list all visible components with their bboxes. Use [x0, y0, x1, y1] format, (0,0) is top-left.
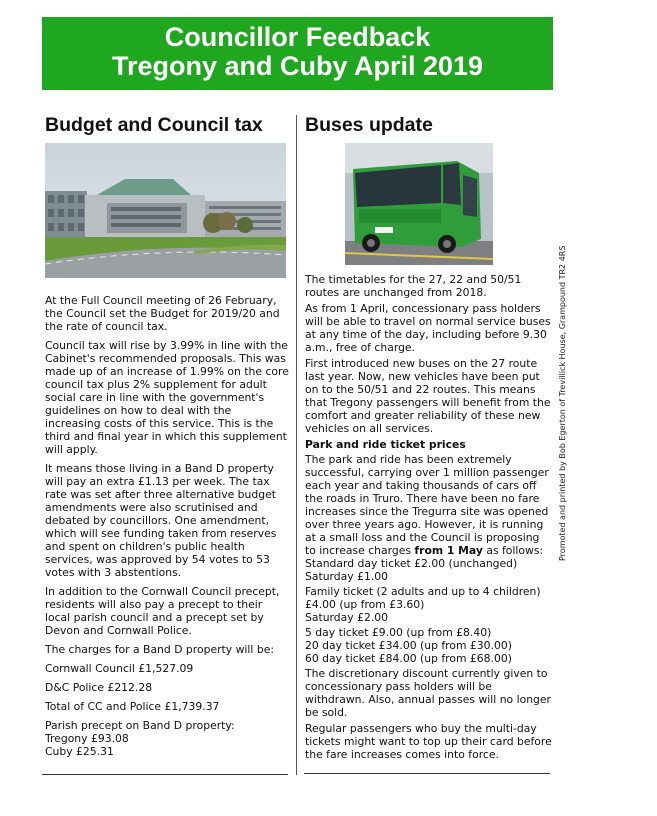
budget-heading: Budget and Council tax [45, 114, 263, 136]
budget-paragraph: In addition to the Cornwall Council precept, residents will also pay a precept to their local parish council and a precept set by Devon and Cornwall Police. [45, 585, 280, 637]
parish-line: Tregony £93.08 [45, 732, 129, 745]
budget-paragraph: At the Full Council meeting of 26 February, the Council set the Budget for 2019/20 and the rate of council tax. [45, 294, 280, 333]
banner-subtitle: Tregony and Cuby April 2019 [111, 51, 484, 81]
imprint-text: Promoted and printed by Bob Egerton of Trevillick House, Grampound TR2 4RS [558, 245, 567, 561]
buses-paragraph: Regular passengers who buy the multi-day tickets might want to top up their card before the fare increases comes into force. [305, 722, 552, 761]
banner-title: Councillor Feedback [164, 22, 431, 52]
park-ride-text: The park and ride has been extremely successful, carrying over 1 million passenger each year and taking thousands of cars off the roads in Truro. There have been no fare increases since the Tregurra site was opened over three years ago. However, it is running at a small loss and the Council is proposing to increase charges [305, 453, 549, 557]
parish-heading: Parish precept on Band D property: [45, 719, 235, 732]
budget-paragraph: Council tax will rise by 3.99% in line with the Cabinet's recommended proposals. This was made up of an increase of 1.99% on the core council tax plus 2% supplement for adult social care in line with the government's guidelines on how to deal with the increasing costs of this service. This is the third and final year in which this supplement will apply. [45, 339, 289, 456]
buses-paragraph: As from 1 April, concessionary pass holders will be able to travel on normal service buses at any time of the day, including before 9.30 a.m., free of charge. [305, 302, 551, 354]
buses-column [305, 113, 553, 761]
ticket-price: Standard day ticket £2.00 (unchanged) [305, 557, 518, 570]
charge-line: Total of CC and Police £1,739.37 [45, 700, 220, 713]
parish-line: Cuby £25.31 [45, 745, 114, 758]
buses-paragraph [305, 453, 553, 557]
budget-paragraph: It means those living in a Band D property will pay an extra £1.13 per week. The tax rate was set after three alternative budget amendments were also scrutinised and debated by councillors. One amendment, which will see funding taken from reserves and spent on children's public health services, was approved by 54 votes to 53 votes with 3 abstentions. [45, 462, 277, 579]
budget-column [45, 113, 289, 758]
ticket-price: 5 day ticket £9.00 (up from £8.40) [305, 626, 492, 639]
council-building-photo [45, 143, 286, 278]
bus-photo [345, 143, 493, 265]
park-ride-tail: as follows: [482, 544, 544, 557]
buses-heading: Buses update [305, 114, 433, 136]
footer-rule-left [42, 774, 288, 775]
footer-rule-right [304, 773, 550, 774]
buses-paragraph: First introduced new buses on the 27 route last year. Now, new vehicles have been put on to the 50/51 and 22 routes. This means that Tregony passengers will benefit from the comfort and greater reliability of these new vehicles on all services. [305, 357, 551, 435]
park-and-ride-subheading: Park and ride ticket prices [305, 438, 466, 451]
charge-line: Cornwall Council £1,527.09 [45, 662, 194, 675]
buses-paragraph: The discretionary discount currently given to concessionary pass holders will be withdrawn. Also, annual passes will no longer be sold. [305, 667, 551, 719]
column-divider [296, 115, 297, 775]
buses-paragraph: The timetables for the 27, 22 and 50/51 routes are unchanged from 2018. [305, 273, 522, 299]
ticket-price: Saturday £1.00 [305, 570, 388, 583]
park-ride-date: from 1 May [414, 544, 483, 557]
header-banner [42, 17, 553, 90]
ticket-price: 60 day ticket £84.00 (up from £68.00) [305, 652, 512, 665]
ticket-price: 20 day ticket £34.00 (up from £30.00) [305, 639, 512, 652]
budget-paragraph: The charges for a Band D property will be: [45, 643, 274, 656]
ticket-price: Saturday £2.00 [305, 611, 388, 624]
ticket-price: Family ticket (2 adults and up to 4 children) £4.00 (up from £3.60) [305, 585, 541, 611]
charge-line: D&C Police £212.28 [45, 681, 153, 694]
